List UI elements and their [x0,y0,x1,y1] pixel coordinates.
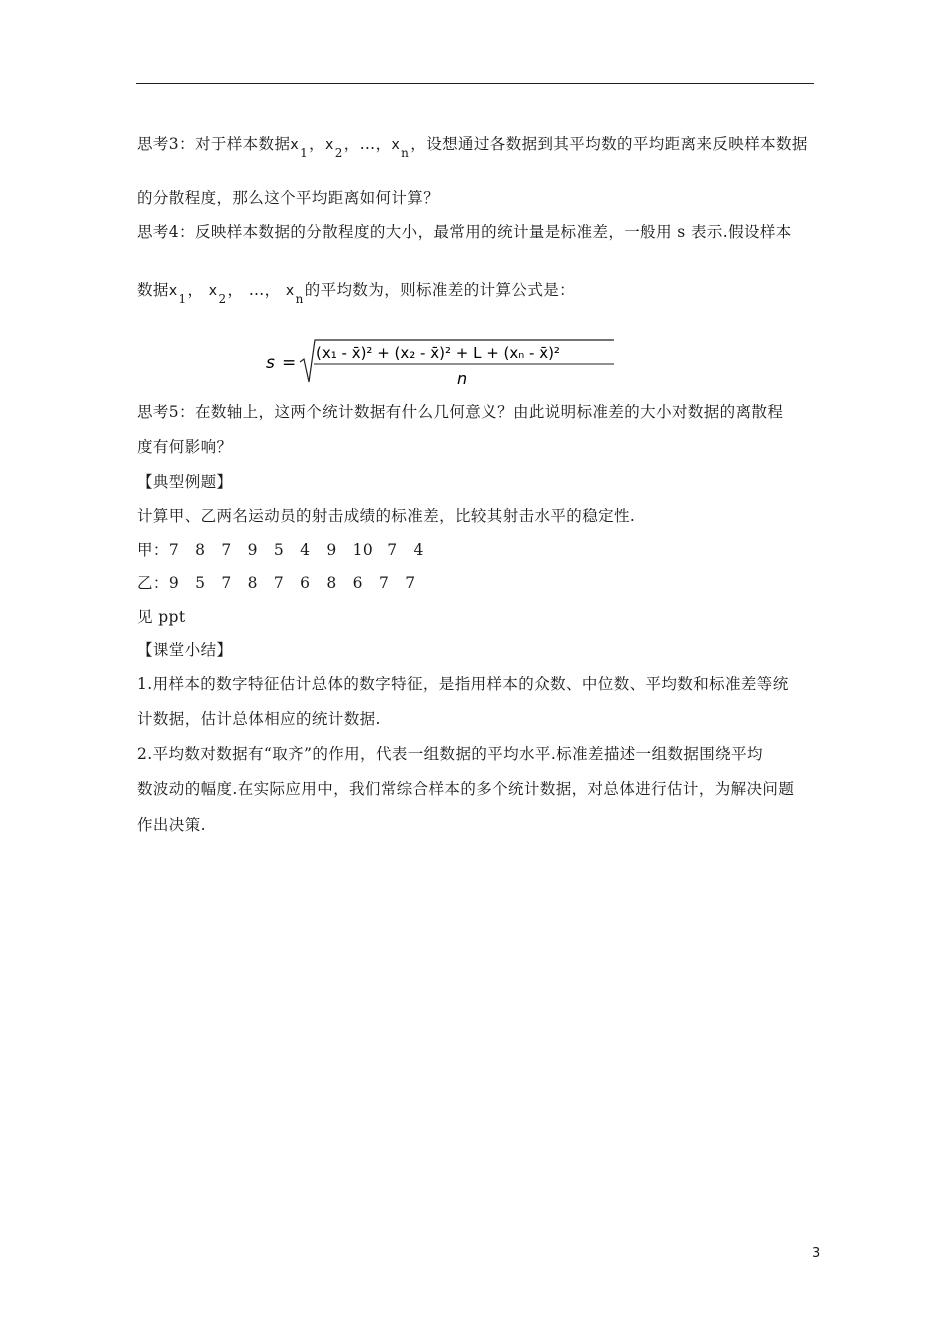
yi-label: 乙： [137,574,169,592]
page-number: 3 [812,1246,821,1261]
summary-heading: 【课堂小结】 [137,641,233,659]
example-question: 计算甲、乙两名运动员的射击成绩的标准差，比较其射击水平的稳定性. [137,507,636,525]
think3-line1: 思考3：对于样本数据$x_1$，$x_2$，…，$x_n$，设想通过各数据到其平均数的平均距离来反映样本数据 [137,135,808,160]
score-value: 8 [247,574,258,592]
score-value: 7 [273,574,285,592]
think4-line2: 数据$x_1$， $x_2$， …， $x_n$的平均数为，则标准差的计算公式是： [137,281,576,306]
think4-line1: 思考4：反映样本数据的分散程度的大小，最常用的统计量是标准差，一般用 s 表示.假设样本 [137,223,792,241]
think5-line1: 思考5：在数轴上，这两个统计数据有什么几何意义？由此说明标准差的大小对数据的离散程 [137,403,784,421]
score-value: 9 [247,541,258,559]
think5-line2: 度有何影响？ [137,438,233,456]
score-value: 9 [168,574,180,592]
formula-lhs: s [266,353,275,373]
summary-p2-line1: 2.平均数对数据有“取齐”的作用，代表一组数据的平均水平.标准差描述一组数据围绕平均 [137,745,763,763]
see-ppt: 见 ppt [137,608,186,626]
score-value: 4 [300,541,311,559]
summary-p2-line3: 作出决策. [137,816,206,834]
score-value: 5 [195,574,206,592]
header-rule [136,83,814,84]
score-value: 5 [273,541,285,559]
score-value: 4 [413,541,424,559]
score-value: 7 [378,574,390,592]
yi-values [169,573,432,593]
score-value: 7 [405,574,416,592]
score-value: 8 [326,574,337,592]
formula-denominator: n [457,369,468,388]
example-heading: 【典型例题】 [137,473,233,491]
jia-values [169,540,440,560]
score-value: 10 [352,541,374,559]
score-value: 8 [195,541,206,559]
score-value: 6 [300,574,311,592]
jia-scores [137,540,440,560]
formula-equals: = [282,353,297,373]
score-value: 6 [352,574,363,592]
summary-p1-line1: 1.用样本的数字特征估计总体的数字特征，是指用样本的众数、中位数、平均数和标准差等统 [137,675,789,693]
score-value: 9 [326,541,337,559]
score-value: 7 [221,574,232,592]
summary-p1-line2: 计数据，估计总体相应的统计数据. [137,710,381,728]
summary-p2-line2: 数波动的幅度.在实际应用中，我们常综合样本的多个统计数据，对总体进行估计，为解决问题 [137,780,795,798]
formula-numerator: (x₁ - x̄)² + (x₂ - x̄)² + L + (xₙ - x̄)² [316,344,560,362]
yi-scores [137,573,431,593]
std-dev-formula [262,332,622,392]
jia-label: 甲： [137,541,169,559]
score-value: 7 [387,541,398,559]
think3-line2: 的分散程度，那么这个平均距离如何计算？ [137,189,440,207]
score-value: 7 [168,541,180,559]
score-value: 7 [221,541,232,559]
